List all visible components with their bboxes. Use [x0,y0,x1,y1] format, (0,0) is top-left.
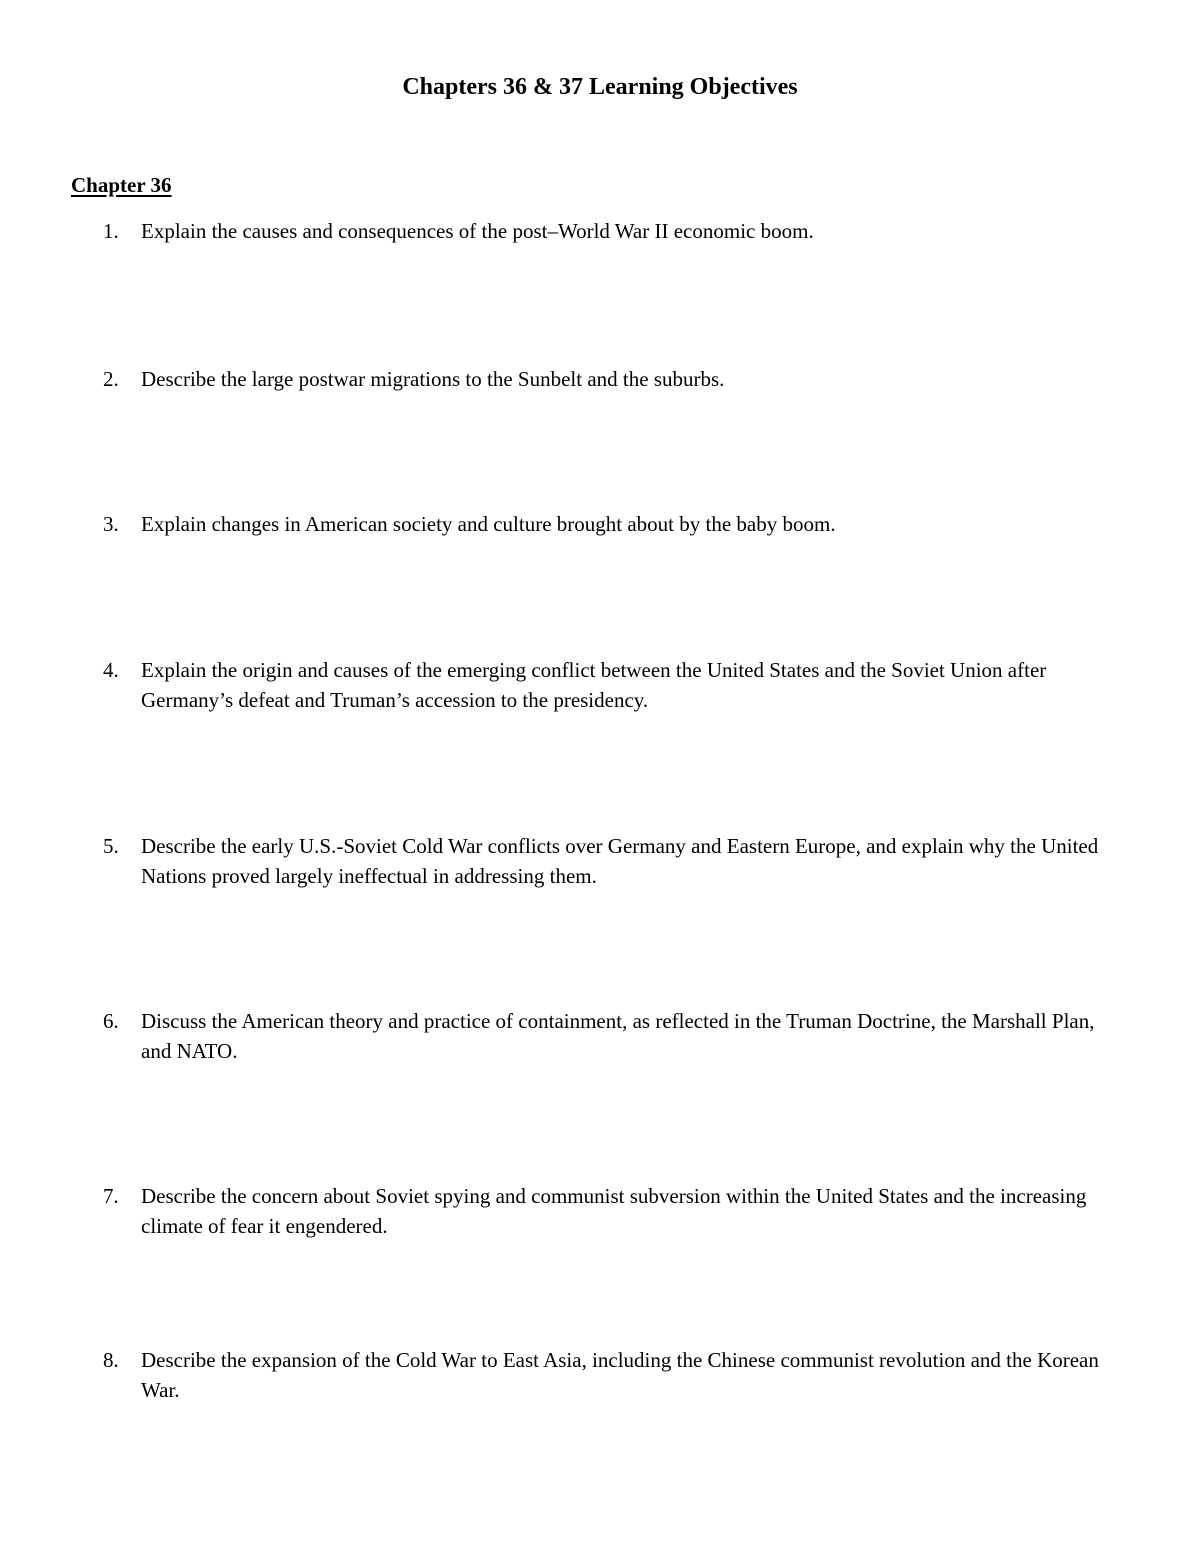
objective-text: Describe the early U.S.-Soviet Cold War conflicts over Germany and Eastern Europe, and explain why the United Nations proved largely ineffectual in addressing them. [141,834,1099,888]
objective-number: 5. [103,834,119,858]
objective-number: 6. [103,1009,119,1033]
objective-text: Explain the causes and consequences of the post–World War II economic boom. [141,219,814,243]
objective-number: 2. [103,367,119,391]
objective-number: 1. [103,219,119,243]
objective-number: 4. [103,658,119,682]
objective-text: Describe the expansion of the Cold War to East Asia, including the Chinese communist revolution and the Korean War. [141,1348,1099,1402]
objective-text: Describe the concern about Soviet spying and communist subversion within the United States and the increasing climate of fear it engendered. [141,1184,1087,1238]
objective-text: Explain the origin and causes of the emerging conflict between the United States and the Soviet Union after Germany’s defeat and Truman’s accession to the presidency. [141,658,1047,712]
objective-number: 3. [103,512,119,536]
objective-text: Discuss the American theory and practice of containment, as reflected in the Truman Doctrine, the Marshall Plan, and NATO. [141,1009,1095,1063]
document-title: Chapters 36 & 37 Learning Objectives [402,74,798,100]
objective-text: Describe the large postwar migrations to the Sunbelt and the suburbs. [141,367,725,391]
chapter-heading: Chapter 36 [71,173,172,197]
objective-text: Explain changes in American society and culture brought about by the baby boom. [141,512,836,536]
objective-number: 8. [103,1348,119,1372]
objective-number: 7. [103,1184,119,1208]
